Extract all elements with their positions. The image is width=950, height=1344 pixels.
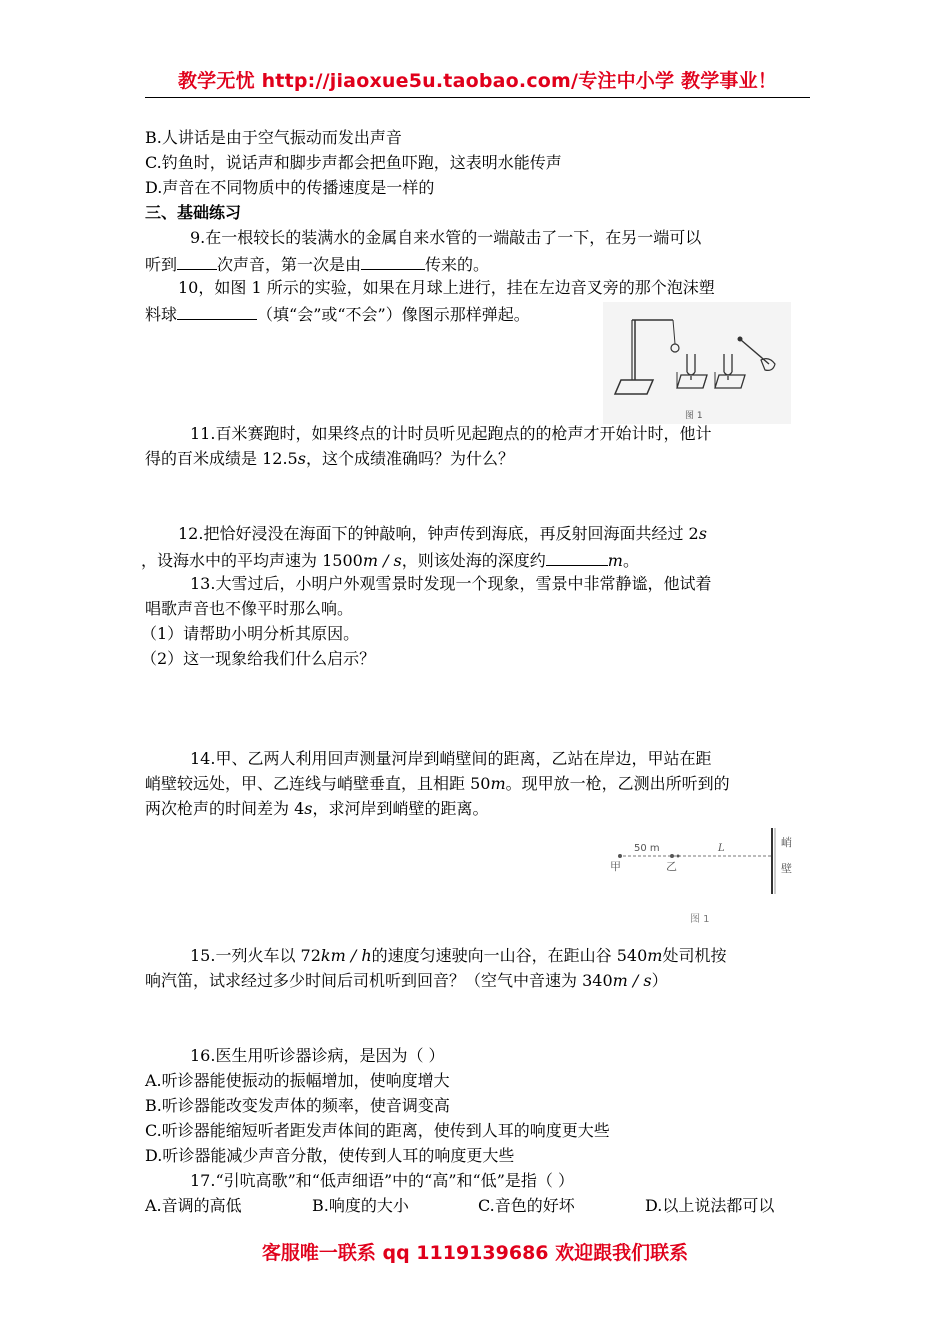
q16-option-b: B.听诊器能改变发声体的频率，使音调变高 [145,1096,450,1115]
page-footer: 客服唯一联系 qq 1119139686 欢迎跟我们联系 [261,1242,689,1264]
q12-line2: ，设海水中的平均声速为 1500m / s，则该处海的深度约 m。 [141,551,639,570]
q16-option-c: C.听诊器能缩短听者距发声体间的距离，使传到人耳的响度更大些 [145,1121,610,1140]
header-rule [145,97,810,98]
q15-line2: 响汽笛，试求经过多少时间后司机听到回音？（空气中音速为 340m / s） [145,971,668,990]
option-c: C.钓鱼时，说话声和脚步声都会把鱼吓跑，这表明水能传声 [145,153,562,172]
q13-line1: 13.大雪过后，小明户外观雪景时发现一个现象，雪景中非常静谧，他试着 [190,574,712,593]
cliff-label-1: 峭 [781,836,792,849]
q14-line1: 14.甲、乙两人利用回声测量河岸到峭壁间的距离，乙站在岸边，甲站在距 [190,749,712,768]
q11-line2: 得的百米成绩是 12.5s，这个成绩准确吗？为什么？ [145,449,514,468]
q11-line1: 11.百米赛跑时，如果终点的计时员听见起跑点的的枪声才开始计时，他计 [190,424,712,443]
q17-option-a: A.音调的高低 [145,1196,242,1215]
q13-sub2: （2）这一现象给我们什么启示？ [141,649,376,668]
option-b: B.人讲话是由于空气振动而发出声音 [145,128,402,147]
jia-label: 甲 [610,860,621,873]
q17-option-c: C.音色的好坏 [478,1196,575,1215]
page-header: 教学无忧 http://jiaoxue5u.taobao.com/专注中小学 教学事业！ [177,70,778,92]
q15-line1: 15.一列火车以 72km / h的速度匀速驶向一山谷，在距山谷 540m处司机按 [190,946,727,965]
q16-option-a: A.听诊器能使振动的振幅增加，使响度增大 [145,1071,450,1090]
option-d: D.声音在不同物质中的传播速度是一样的 [145,178,435,197]
answer-blank[interactable] [177,253,217,270]
cliff-label-2: 壁 [781,862,792,875]
q12-line1: 12.把恰好浸没在海面下的钟敲响，钟声传到海底，再反射回海面共经过 2s [178,524,707,543]
q17-option-b: B.响度的大小 [312,1196,409,1215]
q14-line2: 峭壁较远处，甲、乙连线与峭壁垂直，且相距 50m。现甲放一枪，乙测出所听到的 [145,774,730,793]
q13-sub1: （1）请帮助小明分析其原因。 [141,624,360,643]
q17-option-d: D.以上说法都可以 [645,1196,775,1215]
distance-label: 50 m [634,843,660,854]
q10-line2: 料球 （填“会”或“不会”）像图示那样弹起。 [145,305,530,324]
q10-line1: 10，如图 1 所示的实验，如果在月球上进行，挂在左边音叉旁的那个泡沫塑 [178,278,715,297]
q9-line1: 9.在一根较长的装满水的金属自来水管的一端敲击了一下，在另一端可以 [190,228,702,247]
answer-blank[interactable] [177,303,257,320]
q14-line3: 两次枪声的时间差为 4s，求河岸到峭壁的距离。 [145,799,489,818]
section-heading: 三、基础练习 [145,203,242,222]
answer-blank[interactable] [361,253,425,270]
echo-diagram [600,828,800,928]
q16-stem: 16.医生用听诊器诊病，是因为（ ） [190,1046,445,1065]
length-label: L [718,843,725,854]
yi-label: 乙 [666,860,677,873]
q9-line2: 听到 次声音，第一次是由 传来的。 [145,255,490,274]
figure-caption: 图 1 [685,411,703,421]
q13-line2: 唱歌声音也不像平时那么响。 [145,599,354,618]
q16-option-d: D.听诊器能减少声音分散，使传到人耳的响度更大些 [145,1146,515,1165]
q17-stem: 17.“引吭高歌”和“低声细语”中的“高”和“低”是指（ ） [190,1171,574,1190]
figure-caption: 图 1 [690,914,710,925]
answer-blank[interactable] [546,549,608,566]
tuning-fork-figure [603,302,791,424]
